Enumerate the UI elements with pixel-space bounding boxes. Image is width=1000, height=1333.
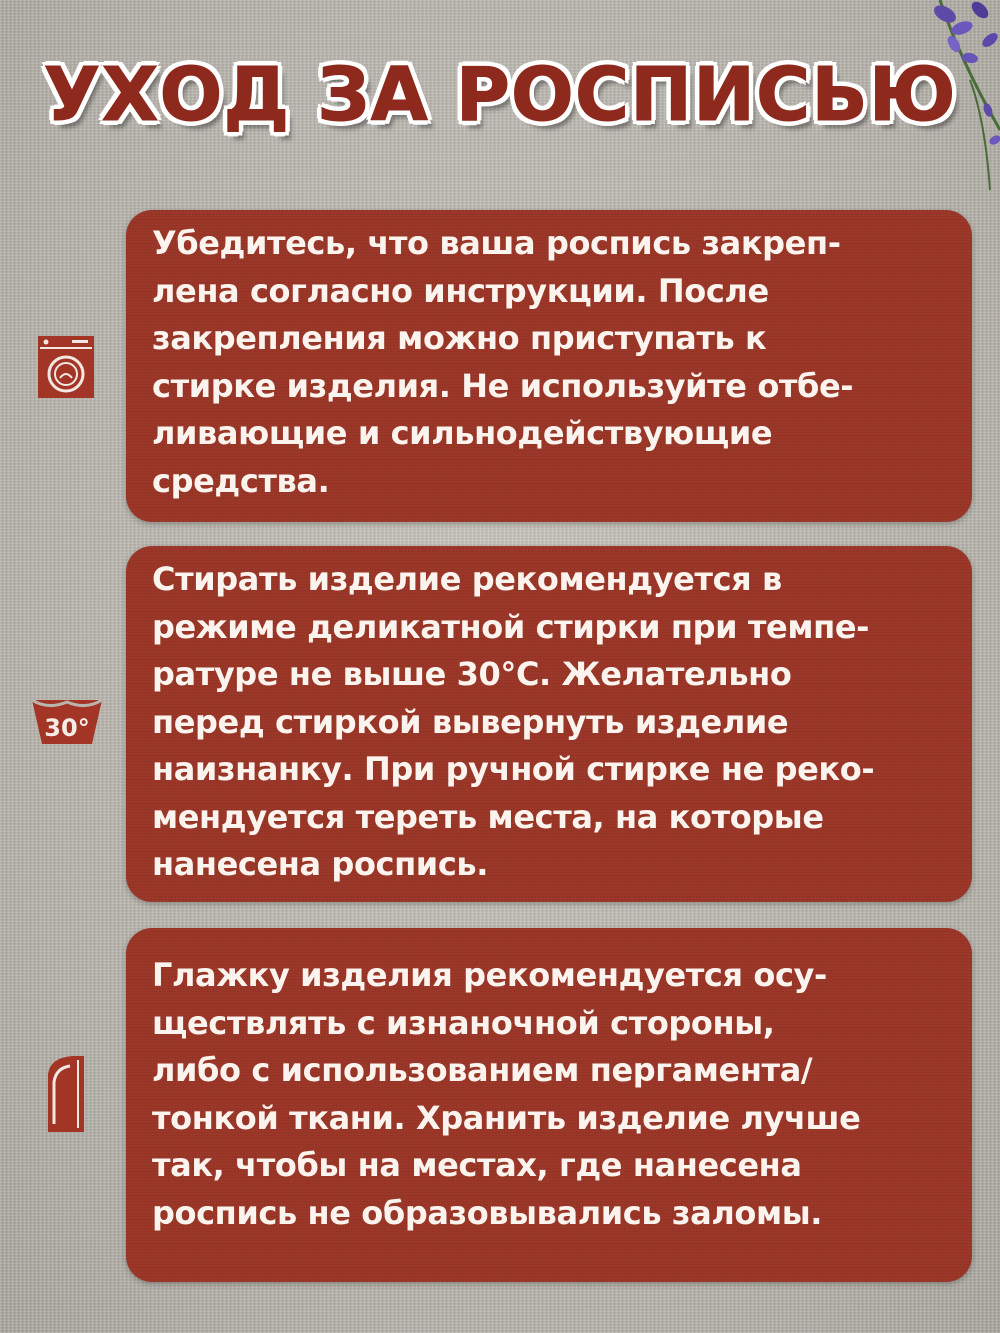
card-washing-instructions xyxy=(126,546,972,902)
card-painting-fixation xyxy=(126,210,972,522)
card-text: Стирать изделие рекомендуется в режиме деликатной стирки при темпе- ратуре не выше 30°С. Желательно перед стиркой вывернуть изделие наизнанку. При ручной стирке не реко- мендуется тереть места, на которые нанесена роспись. xyxy=(152,560,875,883)
card-text: Глажку изделия рекомендуется осу- ществлять с изнаночной стороны, либо с использованием пергамента/ тонкой ткани. Хранить изделие лучше так, чтобы на местах, где нанесена роспись не образовывались заломы. xyxy=(152,956,861,1232)
page-title: УХОД ЗА РОСПИСЬЮ xyxy=(43,52,957,138)
wash-30-icon xyxy=(28,696,106,748)
card-text: Убедитесь, что ваша роспись закреп- лена согласно инструкции. После закрепления можно приступать к стирке изделия. Не используйте отбе- ливающие и сильнодействующие средства. xyxy=(152,224,854,500)
iron-icon xyxy=(44,1054,88,1134)
washing-machine-icon xyxy=(36,334,96,400)
card-ironing-instructions xyxy=(126,928,972,1282)
wash-temperature-label: 30° xyxy=(44,714,90,742)
